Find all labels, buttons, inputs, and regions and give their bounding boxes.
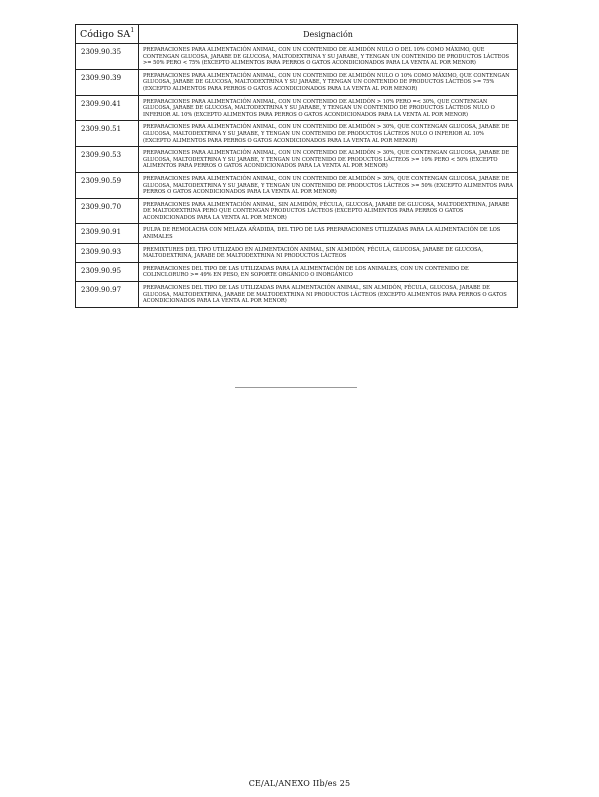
designation-cell: PREPARACIONES PARA ALIMENTACIÓN ANIMAL, CON UN CONTENIDO DE ALMIDÓN > 30%, QUE CONTENGAN GLUCOSA, JARABE DE GLUCOSA, MALTODEXTRINA Y SU JARABE, Y TENGAN UN CONTENIDO DE PRODUCTOS LÁCTEOS >= 50% (EXCEPTO ALIMENTOS PARA PERROS O GATOS ACONDICIONADOS PARA LA VENTA AL POR MENOR) [139, 172, 518, 198]
hs-code-cell: 2309.90.39 [76, 69, 139, 95]
designation-cell: PREPARACIONES PARA ALIMENTACIÓN ANIMAL, SIN ALMIDÓN, FÉCULA, GLUCOSA, JARABE DE GLUCOSA, MALTODEXTRINA, JARABE DE MALTODEXTRINA PERO QUE CONTENGAN PRODUCTOS LÁCTEOS (EXCEPTO ALIMENTOS PARA PERROS O GATOS ACONDICIONADOS PARA LA VENTA AL POR MENOR) [139, 198, 518, 224]
designation-cell: PREPARACIONES PARA ALIMENTACIÓN ANIMAL, CON UN CONTENIDO DE ALMIDÓN > 30%, QUE CONTENGAN GLUCOSA, JARABE DE GLUCOSA, MALTODEXTRINA Y SU JARABE, Y TENGAN UN CONTENIDO DE PRODUCTOS LÁCTEOS >= 10% PERO < 50% (EXCEPTO ALIMENTOS PARA PERROS O GATOS ACONDICIONADOS PARA LA VENTA AL POR MENOR) [139, 147, 518, 173]
code-column-header [76, 25, 139, 44]
designation-cell: PREPARACIONES PARA ALIMENTACIÓN ANIMAL, CON UN CONTENIDO DE ALMIDÓN NULO O DEL 10% COMO MÁXIMO, QUE CONTENGAN GLUCOSA, JARABE DE GLUCOSA, MALTODEXTRINA Y SU JARABE, Y TENGAN UN CONTENIDO DE PRODUCTOS LÁCTEOS >= 50% PERO < 75% (EXCEPTO ALIMENTOS PARA PERROS O GATOS ACONDICIONADOS PARA LA VENTA AL POR MENOR) [139, 44, 518, 70]
table-row [76, 44, 518, 70]
hs-code-cell: 2309.90.97 [76, 282, 139, 308]
hs-code-cell: 2309.90.91 [76, 224, 139, 243]
footnote-divider [235, 387, 357, 388]
table-header-row [76, 25, 518, 44]
tariff-table [75, 24, 518, 308]
table-row [76, 224, 518, 243]
designation-cell: PREPARACIONES PARA ALIMENTACIÓN ANIMAL, CON UN CONTENIDO DE ALMIDÓN > 10% PERO =< 30%, QUE CONTENGAN GLUCOSA, JARABE DE GLUCOSA, MALTODEXTRINA Y SU JARABE, Y TENGAN UN CONTENIDO DE PRODUCTOS LÁCTEOS NULO O INFERIOR AL 10% (EXCEPTO ALIMENTOS PARA PERROS O GATOS ACONDICIONADOS PARA LA VENTA AL POR MENOR) [139, 95, 518, 121]
page-footer: CE/AL/ANEXO IIb/es 25 [248, 779, 351, 788]
designation-cell: PREMIXTURES DEL TIPO UTILIZADO EN ALIMENTACIÓN ANIMAL, SIN ALMIDÓN, FÉCULA, GLUCOSA, JARABE DE GLUCOSA, MALTODEXTRINA, JARABE DE MALTODEXTRINA NI PRODUCTOS LÁCTEOS [139, 243, 518, 262]
designation-cell: PREPARACIONES DEL TIPO DE LAS UTILIZADAS PARA LA ALIMENTACIÓN DE LOS ANIMALES, CON UN CONTENIDO DE COLINCLORURO >= 49% EN PESO, EN SOPORTE ORGÁNICO O INORGÁNICO [139, 262, 518, 281]
hs-code-cell: 2309.90.59 [76, 172, 139, 198]
designation-cell: PREPARACIONES DEL TIPO DE LAS UTILIZADAS PARA ALIMENTACIÓN ANIMAL, SIN ALMIDÓN, FÉCULA, GLUCOSA, JARABE DE GLUCOSA, MALTODEXTRINA, JARABE DE MALTODEXTRINA NI PRODUCTOS LÁCTEOS (EXCEPTO ALIMENTOS PARA PERROS O GATOS ACONDICIONADOS PARA LA VENTA AL POR MENOR) [139, 282, 518, 308]
footnote-marker: 1 [130, 26, 135, 34]
table-row [76, 147, 518, 173]
designation-cell: PULPA DE REMOLACHA CON MELAZA AÑADIDA, DEL TIPO DE LAS PREPARACIONES UTILIZADAS PARA LA ALIMENTACIÓN DE LOS ANIMALES [139, 224, 518, 243]
table-row [76, 198, 518, 224]
designation-column-header: Designación [139, 25, 518, 44]
designation-cell: PREPARACIONES PARA ALIMENTACIÓN ANIMAL, CON UN CONTENIDO DE ALMIDÓN > 30%, QUE CONTENGAN GLUCOSA, JARABE DE GLUCOSA, MALTODEXTRINA Y SU JARABE, Y TENGAN UN CONTENIDO DE PRODUCTOS LÁCTEOS NULO O INFERIOR AL 10% (EXCEPTO ALIMENTOS PARA PERROS O GATOS ACONDICIONADOS PARA LA VENTA AL POR MENOR) [139, 121, 518, 147]
table-row [76, 69, 518, 95]
table-row [76, 262, 518, 281]
table-row [76, 95, 518, 121]
designation-cell: PREPARACIONES PARA ALIMENTACIÓN ANIMAL, CON UN CONTENIDO DE ALMIDÓN NULO O 10% COMO MÁXIMO, QUE CONTENGAN GLUCOSA, JARABE DE GLUCOSA, MALTODEXTRINA Y SU JARABE, Y TENGAN UN CONTENIDO DE PRODUCTOS LÁCTEOS >= 75% (EXCEPTO ALIMENTOS PARA PERROS O GATOS ACONDICIONADOS PARA LA VENTA AL POR MENOR) [139, 69, 518, 95]
hs-code-cell: 2309.90.70 [76, 198, 139, 224]
hs-code-cell: 2309.90.35 [76, 44, 139, 70]
table-row [76, 243, 518, 262]
code-header-label: Código SA [80, 28, 131, 40]
table-row [76, 282, 518, 308]
hs-code-cell: 2309.90.41 [76, 95, 139, 121]
hs-code-cell: 2309.90.53 [76, 147, 139, 173]
hs-code-cell: 2309.90.93 [76, 243, 139, 262]
table-row [76, 121, 518, 147]
table-row [76, 172, 518, 198]
hs-code-cell: 2309.90.95 [76, 262, 139, 281]
hs-code-cell: 2309.90.51 [76, 121, 139, 147]
